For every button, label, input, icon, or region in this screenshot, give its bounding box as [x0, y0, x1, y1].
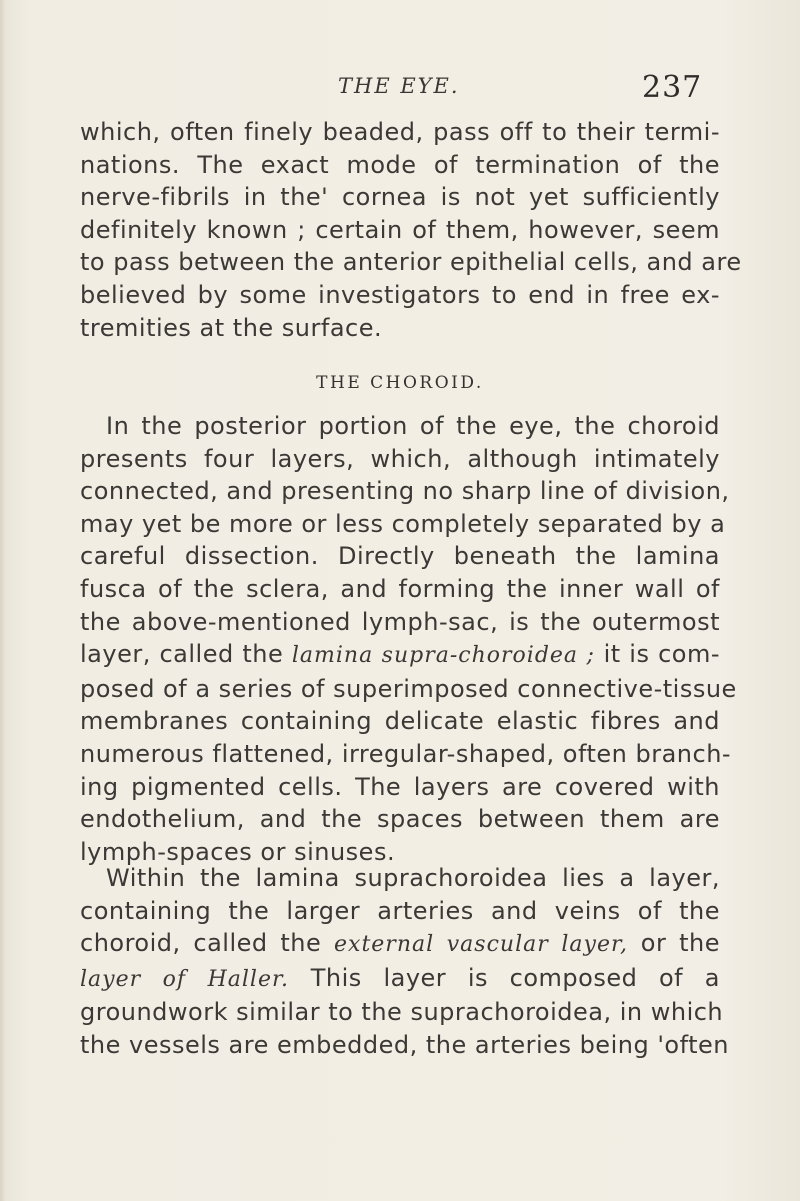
paragraph-cornea-nerves: [80, 116, 742, 344]
text-line: In the posterior portion of the eye, the choroid: [106, 412, 720, 440]
text-line: nations. The exact mode of termination of the: [80, 150, 720, 179]
text-span: it is com-: [594, 640, 721, 669]
text-line: the vessels are embedded, the arteries being 'often: [80, 1030, 730, 1059]
text-span: or the: [628, 929, 720, 958]
paragraph-choroid-layers: [80, 410, 737, 868]
text-line: fusca of the sclera, and forming the inner wall of: [80, 574, 720, 603]
text-line: ing pigmented cells. The layers are covered with: [80, 772, 720, 801]
text-line: the above-mentioned lymph-sac, is the outermost: [80, 607, 720, 636]
text-line-with-italic: [80, 927, 720, 962]
text-line: containing the larger arteries and veins of the: [80, 896, 720, 925]
text-line: groundwork similar to the suprachoroidea, in which: [80, 998, 724, 1027]
page-number: 237: [642, 70, 703, 105]
text-line: posed of a series of superimposed connective-tissue: [80, 674, 737, 703]
text-span: This layer is composed of a: [289, 963, 721, 992]
text-line: to pass between the anterior epithelial cells, and are: [80, 248, 742, 277]
text-line: believed by some investigators to end in free ex-: [80, 280, 720, 309]
text-line: tremities at the surface.: [80, 313, 383, 342]
page-edge-shadow: [0, 0, 6, 1201]
text-span: layer, called the: [80, 640, 292, 669]
text-line-with-italic: [80, 962, 720, 997]
text-line: definitely known ; certain of them, however, seem: [80, 215, 720, 244]
text-line: endothelium, and the spaces between them are: [80, 805, 720, 834]
text-line: lymph-spaces or sinuses.: [80, 837, 396, 866]
text-line: nerve-fibrils in the' cornea is not yet sufficiently: [80, 183, 720, 212]
text-line: presents four layers, which, although intimately: [80, 444, 720, 473]
page-header: [0, 70, 800, 114]
text-line-with-italic: [80, 638, 720, 673]
text-line: careful dissection. Directly beneath the lamina: [80, 542, 720, 571]
paragraph-vascular-layer: [80, 862, 730, 1062]
text-line: may yet be more or less completely separated by a: [80, 509, 726, 538]
text-line: Within the lamina suprachoroidea lies a layer,: [106, 864, 720, 892]
text-line: membranes containing delicate elastic fibres and: [80, 707, 720, 736]
italic-term: layer of Haller.: [80, 966, 290, 992]
running-head: THE EYE.: [338, 74, 460, 98]
italic-term: external vascular layer,: [334, 932, 629, 958]
text-span: choroid, called the: [80, 929, 335, 958]
text-line: numerous flattened, irregular-shaped, often branch-: [80, 739, 732, 768]
text-line: which, often finely beaded, pass off to their termi-: [80, 118, 720, 146]
section-heading: THE CHOROID.: [316, 373, 484, 393]
text-line: connected, and presenting no sharp line of division,: [80, 477, 730, 506]
italic-term: lamina supra-choroidea ;: [291, 643, 595, 669]
